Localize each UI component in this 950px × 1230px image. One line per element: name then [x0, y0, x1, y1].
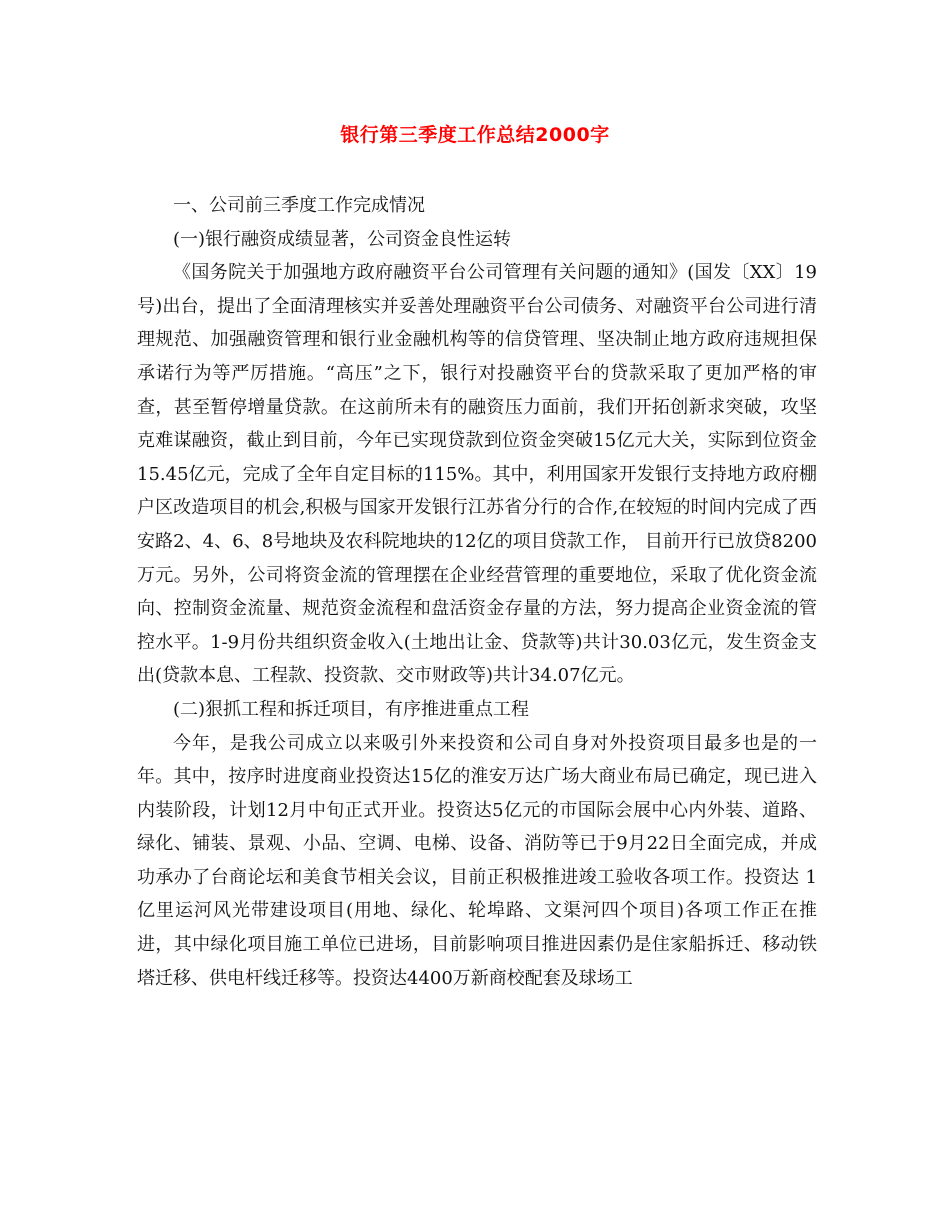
- section-heading-1: 一、公司前三季度工作完成情况: [173, 195, 425, 216]
- document-title: 银行第三季度工作总结2000字: [340, 124, 610, 146]
- body-paragraph-1: 《国务院关于加强地方政府融资平台公司管理有关问题的通知》(国发〔XX〕19号)出台，提出了全面清理核实并妥善处理融资平台公司债务、对融资平台公司进行清理规范、加强融资管理和银行业金融机构等的信贷管理、坚决制止地方政府违规担保承诺行为等严厉措施。“高压”之下，银行对投融资平台的贷款采取了更加严格的审查，甚至暂停增量贷款。在这前所未有的融资压力面前，我们开拓创新求突破，攻坚克难谋融资，截止到目前，今年已实现贷款到位资金突破15亿元大关，实际到位资金15.45亿元，完成了全年自定目标的115%。其中，利用国家开发银行支持地方政府棚户区改造项目的机会,积极与国家开发银行江苏省分行的合作,在较短的时间内完成了西安路2、4、6、8号地块及农科院地块的12亿的项目贷款工作， 目前开行已放贷8200万元。另外，公司将资金流的管理摆在企业经营管理的重要地位，采取了优化资金流向、控制资金流量、规范资金流程和盘活资金存量的方法，努力提高企业资金流的管控水平。1-9月份共组织资金收入(土地出让金、贷款等)共计30.03亿元，发生资金支出(贷款本息、工程款、投资款、交市财政等)共计34.07亿元。: [137, 262, 817, 687]
- subsection-heading-2: (二)狠抓工程和拆迁项目，有序推进重点工程: [173, 698, 530, 720]
- body-paragraph-2: 今年，是我公司成立以来吸引外来投资和公司自身对外投资项目最多也是的一年。其中，按序时进度商业投资达15亿的淮安万达广场大商业布局已确定，现已进入内装阶段，计划12月中旬正式开业。投资达5亿元的市国际会展中心内外装、道路、绿化、铺装、景观、小品、空调、电梯、设备、消防等已于9月22日全面完成，并成功承办了台商论坛和美食节相关会议，目前正积极推进竣工验收各项工作。投资达 1 亿里运河风光带建设项目(用地、绿化、轮埠路、文渠河四个项目)各项工作正在推进，其中绿化项目施工单位已进场，目前影响项目推进因素仍是住家船拆迁、移动铁塔迁移、供电杆线迁移等。投资达4400万新商校配套及球场工: [137, 732, 817, 989]
- document-body: [137, 189, 817, 995]
- subsection-heading-1: (一)银行融资成绩显著，公司资金良性运转: [173, 228, 512, 250]
